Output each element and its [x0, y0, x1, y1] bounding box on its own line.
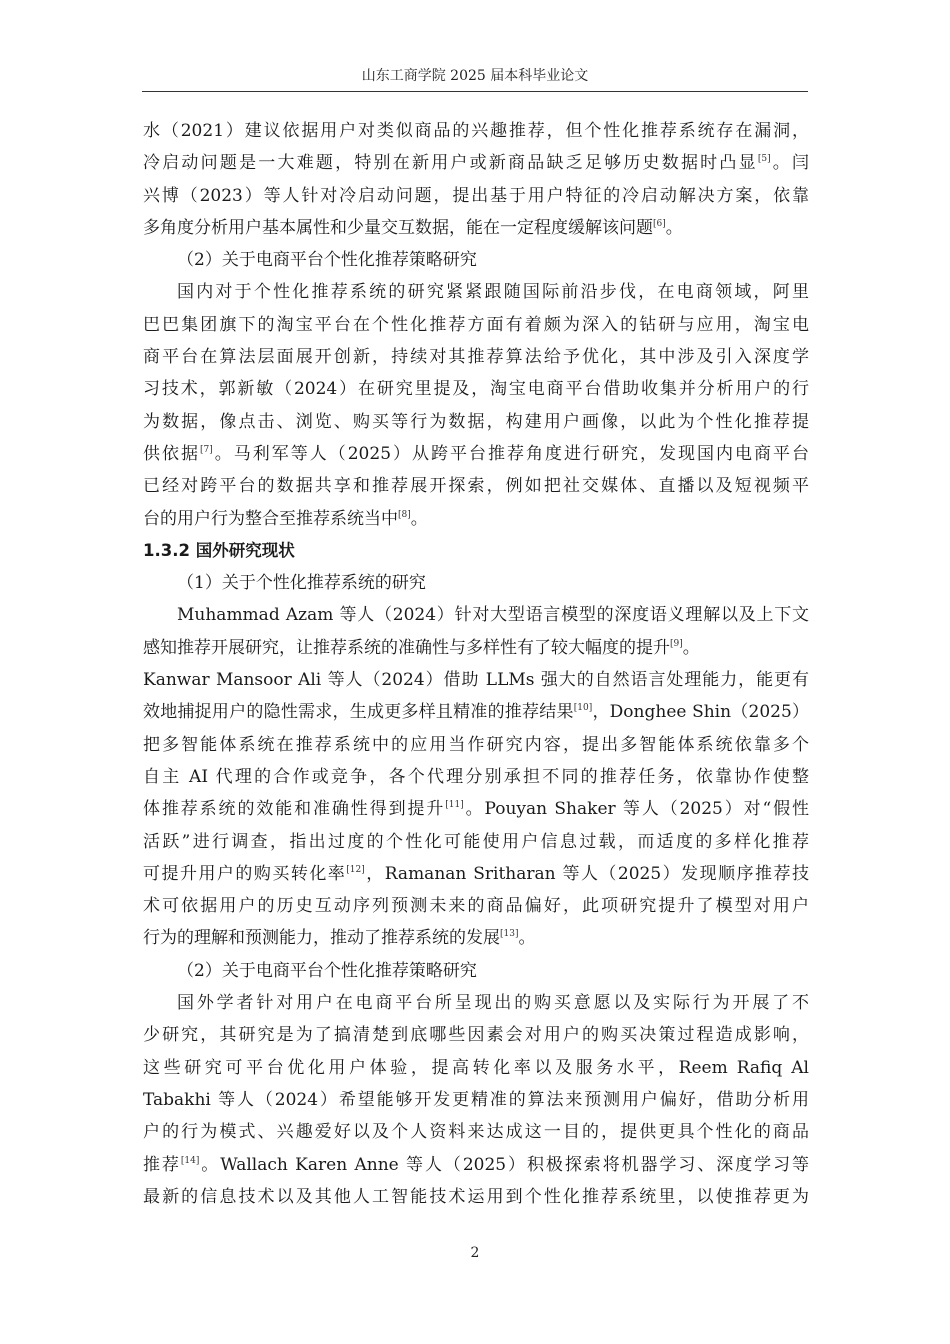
line-text: 国内对于个性化推荐系统的研究紧紧跟随国际前沿步伐，在电商领域，阿里	[177, 282, 809, 303]
text-line	[143, 470, 809, 502]
line-text: Tabakhi 等人（2024）希望能够开发更精准的算法来预测用户偏好，借助分析用	[143, 1089, 809, 1110]
line-text-tail: 。	[665, 217, 683, 238]
line-text: 可提升用户的购买转化率	[143, 863, 347, 884]
text-line	[143, 341, 809, 373]
line-text-tail: 。Wallach Karen Anne 等人（2025）积极探索将机器学习、深度学习等	[199, 1154, 809, 1175]
text-line	[143, 858, 809, 890]
line-text: 户的行为模式、兴趣爱好以及个人资料来达成这一目的，提供更具个性化的商品	[143, 1122, 809, 1143]
line-text-tail: 。马利军等人（2025）从跨平台推荐角度进行研究，发现国内电商平台	[212, 443, 809, 464]
text-line	[143, 890, 809, 922]
citation-marker: [11]	[445, 800, 464, 811]
line-text-tail: 。Pouyan Shaker 等人（2025）对“假性	[463, 799, 809, 820]
line-text-tail: ，Donghee Shin（2025）	[592, 702, 809, 723]
line-text: 自主 AI 代理的合作或竞争，各个代理分别承担不同的推荐任务，依靠协作使整	[143, 766, 809, 787]
line-text: （2）关于电商平台个性化推荐策略研究	[177, 250, 477, 271]
subsection-heading	[143, 567, 809, 599]
header-title: 山东工商学院 2025 届本科毕业论文	[361, 68, 589, 84]
text-line	[143, 761, 809, 793]
text-line	[143, 1084, 809, 1116]
text-line	[143, 729, 809, 761]
line-text: 巴巴集团旗下的淘宝平台在个性化推荐方面有着颇为深入的钻研与应用，淘宝电	[143, 314, 809, 335]
text-line	[143, 793, 809, 825]
text-line	[143, 1181, 809, 1213]
line-text: 少研究，其研究是为了搞清楚到底哪些因素会对用户的购买决策过程造成影响，	[143, 1025, 809, 1046]
line-text-tail: 。闫	[770, 153, 809, 174]
line-text: 行为的理解和预测能力，推动了推荐系统的发展	[143, 928, 500, 949]
citation-marker: [10]	[573, 703, 593, 714]
line-text: 兴博（2023）等人针对冷启动问题，提出基于用户特征的冷启动解决方案，依靠	[143, 185, 809, 206]
line-text: 体推荐系统的效能和准确性得到提升	[143, 799, 446, 820]
paragraph-last-line	[143, 212, 809, 244]
line-text: 台的用户行为整合至推荐系统当中	[143, 508, 398, 529]
page-number: 2	[470, 1245, 480, 1261]
line-text: 这些研究可平台优化用户体验，提高转化率以及服务水平，Reem Rafiq Al	[143, 1057, 809, 1078]
line-text: 商平台在算法层面展开创新，持续对其推荐算法给予优化，其中涉及引入深度学	[143, 347, 809, 368]
line-text: 推荐	[143, 1154, 181, 1175]
text-line	[143, 664, 809, 696]
line-text: 多角度分析用户基本属性和少量交互数据，能在一定程度缓解该问题	[143, 217, 653, 238]
citation-marker: [9]	[670, 638, 683, 649]
paragraph-first-line	[143, 599, 809, 631]
line-text: 供依据	[143, 443, 200, 464]
line-text: 感知推荐开展研究，让推荐系统的准确性与多样性有了较大幅度的提升	[143, 637, 670, 658]
line-text: 术可依据用户的历史互动序列预测未来的商品偏好，此项研究提升了模型对用户	[143, 896, 809, 917]
citation-marker: [14]	[180, 1155, 200, 1166]
text-line	[143, 115, 809, 147]
line-text: 水（2021）建议依据用户对类似商品的兴趣推荐，但个性化推荐系统存在漏洞，	[143, 121, 809, 141]
line-text-tail: ，Ramanan Sritharan 等人（2025）发现顺序推荐技	[364, 863, 809, 884]
line-text: 活跃”进行调查，指出过度的个性化可能使用户信息过载，而适度的多样化推荐	[143, 831, 809, 852]
text-line	[143, 309, 809, 341]
citation-marker: [13]	[500, 929, 519, 940]
line-text: （2）关于电商平台个性化推荐策略研究	[177, 960, 477, 981]
text-line	[143, 826, 809, 858]
text-line	[143, 1149, 809, 1181]
citation-marker: [5]	[757, 154, 771, 165]
paragraph-first-line	[143, 276, 809, 308]
section-heading	[143, 535, 809, 567]
line-text: 最新的信息技术以及其他人工智能技术运用到个性化推荐系统里，以使推荐更为	[143, 1186, 809, 1207]
text-line	[143, 696, 809, 728]
paragraph-last-line	[143, 503, 809, 535]
text-line	[143, 1116, 809, 1148]
line-text-tail: 。	[682, 637, 700, 658]
text-line	[143, 147, 809, 179]
text-line	[143, 180, 809, 212]
citation-marker: [7]	[200, 444, 213, 455]
line-text: 习技术，郭新敏（2024）在研究里提及，淘宝电商平台借助收集并分析用户的行	[143, 379, 809, 400]
line-text: 国外学者针对用户在电商平台所呈现出的购买意愿以及实际行为开展了不	[177, 993, 809, 1014]
line-text: 1.3.2 国外研究现状	[143, 540, 295, 560]
paragraph-last-line	[143, 632, 809, 664]
paragraph-last-line	[143, 922, 809, 954]
line-text-tail: 。	[518, 928, 536, 949]
line-text: 已经对跨平台的数据共享和推荐展开探索，例如把社交媒体、直播以及短视频平	[143, 476, 809, 497]
text-line	[143, 1052, 809, 1084]
citation-marker: [6]	[653, 218, 666, 229]
text-line	[143, 373, 809, 405]
text-line	[143, 1019, 809, 1051]
line-text: （1）关于个性化推荐系统的研究	[177, 573, 426, 594]
text-line	[143, 406, 809, 438]
paragraph-first-line	[143, 987, 809, 1019]
line-text: 为数据，像点击、浏览、购买等行为数据，构建用户画像，以此为个性化推荐提	[143, 411, 809, 432]
page-header	[142, 64, 808, 92]
citation-marker: [8]	[398, 509, 411, 520]
citation-marker: [12]	[346, 864, 365, 875]
line-text-tail: 。	[410, 508, 428, 529]
line-text: 冷启动问题是一大难题，特别在新用户或新商品缺乏足够历史数据时凸显	[143, 153, 758, 174]
line-text: 把多智能体系统在推荐系统中的应用当作研究内容，提出多智能体系统依靠多个	[143, 734, 809, 755]
line-text: 效地捕捉用户的隐性需求，生成更多样且精准的推荐结果	[143, 702, 574, 723]
subsection-heading	[143, 955, 809, 987]
line-text: Muhammad Azam 等人（2024）针对大型语言模型的深度语义理解以及上下文	[177, 605, 809, 626]
text-line	[143, 438, 809, 470]
subsection-heading	[143, 244, 809, 276]
line-text: Kanwar Mansoor Ali 等人（2024）借助 LLMs 强大的自然语言处理能力，能更有	[143, 670, 809, 691]
document-body	[143, 115, 809, 1213]
